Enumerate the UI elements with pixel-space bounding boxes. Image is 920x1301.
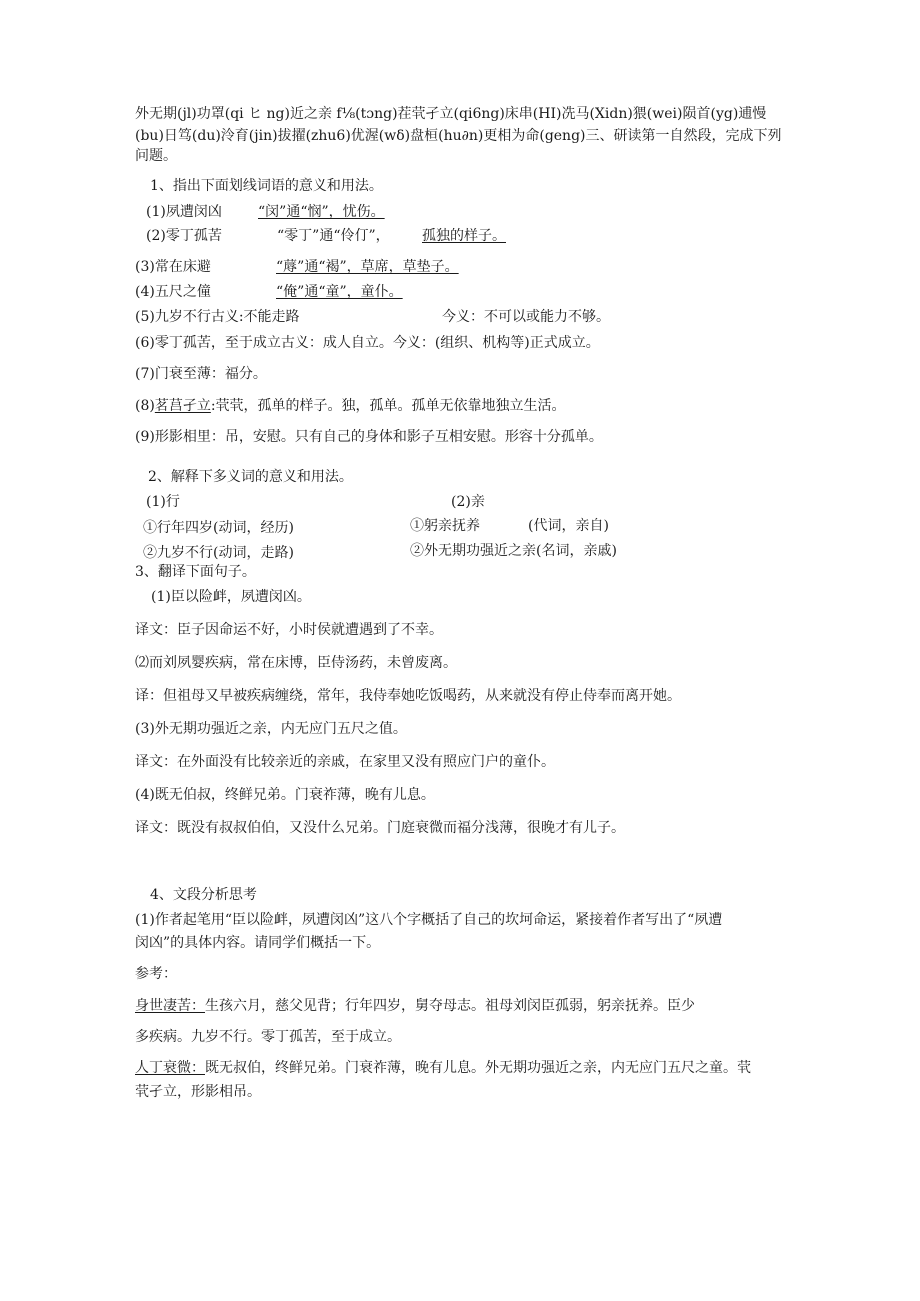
q2-heading: 2、解释下多义词的意义和用法。 [148,469,353,485]
q1-item-2-note-underlined: 孤独的样子。 [422,228,506,244]
q4-answer-1-cont: 多疾病。九岁不行。零丁孤苦，至于成立。 [135,1029,401,1045]
q3-sentence-4: (4)既无伯叔，终鲜兄弟。门衰祚薄，晚有儿息。 [135,787,435,803]
q1-item-3-term: (3)常在床避 [135,259,211,275]
q4-answer-2-text: 既无叔伯，终鲜兄弟。门衰祚薄，晚有儿息。外无期功强近之亲，内无应门五尺之童。茕 [205,1060,751,1076]
q3-translation-2: 译：但祖母又早被疾病缠绕，常年，我侍奉她吃饭喝药，从来就没有停止侍奉而离开她。 [135,688,681,704]
intro-line-2: (bu)日笃(du)泠育(jin)拔擢(zhu6)优渥(wδ)盘桓(hu∂n)更相为命(geng)三、研读第一自然段，完成下列 [135,128,782,144]
q4-prompt-line-2: 闵凶”的具体内容。请同学们概括一下。 [135,935,381,951]
q1-heading: 1、指出下面划线词语的意义和用法。 [150,178,383,194]
q1-item-4-note: “俺”通“童”，童仆。 [276,284,403,300]
intro-line-3: 问题。 [135,148,177,164]
q1-item-5-left: (5)九岁不行古义:不能走路 [135,309,300,325]
q1-item-8-rest: :茕茕，孤单的样子。独，孤单。孤单无依靠地独立生活。 [210,398,566,414]
q1-item-3-note: “蓐”通“褐”，草席，草垫子。 [276,259,459,275]
q1-item-6: (6)零丁孤苦，至于成立古义：成人自立。今义：(组织、机构等)正式成立。 [135,335,600,351]
q1-item-8-term: 茗莒孑立 [154,398,211,414]
q2-left-title: (1)行 [146,494,180,510]
q4-prompt-line-1: (1)作者起笔用“臣以险衅，夙遭闵凶”这八个字概括了自己的坎坷命运，紧接着作者写出了“夙遭 [135,912,723,928]
q3-heading: 3、翻译下面句子。 [135,564,256,580]
q4-answer-2 [135,1058,751,1078]
q1-item-2-term: (2)零丁孤苦 [146,228,222,244]
q1-item-8-prefix: (8) [135,398,155,414]
q1-item-1-term: (1)夙遭闵凶 [146,204,222,220]
q2-right-2: ②外无期功强近之亲(名词，亲戚) [410,543,617,559]
intro-line-1: 外无期(jl)功罩(qi ヒ ng)近之亲 f⅛(tɔng)茬茕孑立(qi6ng)床串(HI)冼马(Xidn)猥(wei)陨首(yg)逋慢 [135,106,767,122]
q3-translation-4: 译文：既没有叔叔伯伯，又没什么兄弟。门庭衰微而福分浅薄，很晚才有儿子。 [135,820,625,836]
q4-reference-label: 参考： [135,966,177,982]
q1-item-4-term: (4)五尺之僮 [135,284,211,300]
q4-answer-1-label: 身世凄苦： [135,998,205,1014]
q2-left-1: ①行年四岁(动词，经历) [143,520,294,536]
q2-left-2: ②九岁不行(动词，走路) [143,545,294,561]
q4-heading: 4、文段分析思考 [150,887,257,903]
q1-item-1-note: “闵”通“悯”，忧伤。 [258,204,385,220]
q4-answer-2-cont: 茕孑立，形影相吊。 [135,1084,261,1100]
q2-right-1-note: (代词，亲自) [528,518,609,534]
q1-item-5-right: 今义：不可以或能力不够。 [442,309,610,325]
q3-sentence-2: ⑵而刘夙婴疾病，常在床博，臣侍汤药，未曾废离。 [135,655,457,671]
q4-answer-2-label: 人丁衰微： [135,1060,205,1076]
q1-item-9: (9)形影相里：吊，安慰。只有自己的身体和影子互相安慰。形容十分孤单。 [135,429,603,445]
q4-answer-1 [135,996,695,1016]
q4-answer-1-text: 生孩六月，慈父见背；行年四岁，舅夺母志。祖母刘闵臣孤弱，躬亲抚养。臣少 [205,998,695,1014]
q1-item-7: (7)门衰至薄：福分。 [135,366,267,382]
q1-item-2-note: “零丁”通“伶仃”， [277,228,390,244]
q3-sentence-1: (1)臣以险衅，夙遭闵凶。 [151,589,311,605]
q1-item-8 [135,396,566,416]
q2-right-title: (2)亲 [451,494,485,510]
q3-sentence-3: (3)外无期功强近之亲，内无应门五尺之值。 [135,721,407,737]
q2-right-1: ①躬亲抚养 [410,518,480,534]
q3-translation-1: 译文：臣子因命运不好，小时侯就遭遇到了不幸。 [135,622,443,638]
q3-translation-3: 译文：在外面没有比较亲近的亲戚，在家里又没有照应门户的童仆。 [135,754,555,770]
